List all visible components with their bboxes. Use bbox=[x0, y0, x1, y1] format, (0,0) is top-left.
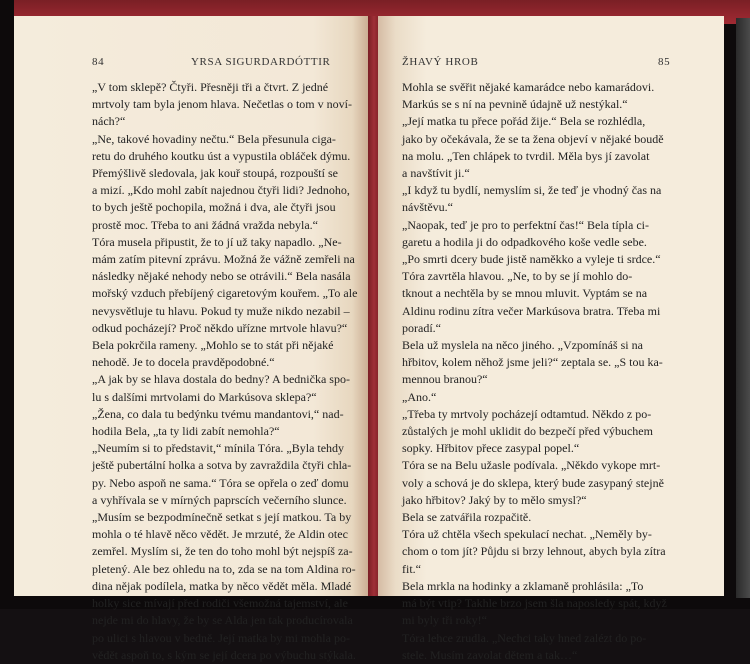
text-line: „Neumím si to představit,“ mínila Tóra. „Byla tehdy bbox=[92, 441, 345, 456]
text-line: poradí.“ bbox=[402, 320, 441, 335]
text-line: „Naopak, teď je pro to perfektní čas!“ Bela típla ci- bbox=[402, 217, 649, 232]
text-line: „Třeba ty mrtvoly pocházejí odtamtud. Někdo z po- bbox=[402, 406, 652, 421]
text-line: fit.“ bbox=[402, 561, 421, 576]
text-line: má být vtip? Takhle brzo jsem šla naposledy spát, když bbox=[402, 596, 667, 611]
text-line: dina nějak podílela, matka by něco vědět měla. Mladé bbox=[92, 578, 352, 593]
text-line: Tóra musela připustit, že to jí už taky napadlo. „Ne- bbox=[92, 234, 342, 249]
right-page bbox=[378, 16, 724, 662]
text-line: holky sice mívají před rodiči všemožná tajemství, ale bbox=[92, 596, 348, 611]
text-line: nevysvětluje tu hlavu. Pokud ty muže nikdo nezabil – bbox=[92, 303, 350, 318]
text-line: „I když tu bydlí, nemyslím si, že teď je vhodný čas na bbox=[402, 183, 662, 198]
running-head-right: ŽHAVÝ HROB bbox=[402, 56, 479, 68]
text-line: a navštívit ji.“ bbox=[402, 166, 470, 181]
text-line: Tóra zavrtěla hlavou. „Ne, to by se jí mohlo do- bbox=[402, 269, 633, 284]
text-line: Markús se s ní na pevnině údajně už nestýkal.“ bbox=[402, 97, 628, 112]
text-line: tknout a nechtěla by se mnou mluvit. Vyptám se na bbox=[402, 286, 648, 301]
text-line: mohla o té hlavě něco vědět. Je mrzuté, že Aldin otec bbox=[92, 527, 348, 542]
text-line: „Ano.“ bbox=[402, 389, 437, 404]
text-line: „Žena, co dala tu bedýnku tvému mandantovi,“ nad- bbox=[92, 406, 344, 421]
text-line: „A jak by se hlava dostala do bedny? A bednička spo- bbox=[92, 372, 350, 387]
text-line: lu s dalšími mrtvolami do Markúsova sklepa?“ bbox=[92, 389, 317, 404]
text-line: „Ne, takové hovadiny nečtu.“ Bela přesunula ciga- bbox=[92, 131, 336, 146]
text-line: „Po smrti dcery bude jistě naměkko a vyleje ti srdce.“ bbox=[402, 252, 661, 267]
page-number-left: 84 bbox=[92, 56, 105, 68]
text-line: jako hřbitov? Jaký by to mělo smysl?“ bbox=[402, 492, 587, 507]
text-line: chom o tom jít? Půjdu si brzy lehnout, abych byla zítra bbox=[402, 544, 666, 559]
text-line: nách?“ bbox=[92, 114, 126, 129]
text-line: ještě pubertální holka a sotva by zavraždila čtyři chla- bbox=[92, 458, 352, 473]
text-line: Tóra už chtěla všech spekulací nechat. „Neměly by- bbox=[402, 527, 652, 542]
text-line: sopky. Hřbitov přece zasypal popel.“ bbox=[402, 441, 580, 456]
text-line: Přemýšlivě sledovala, jak kouř stoupá, rozpouští se bbox=[92, 166, 338, 181]
text-line: „V tom sklepě? Čtyři. Přesněji tři a čtvrt. Z jedné bbox=[92, 80, 329, 94]
text-line: na molu. „Ten chlápek to tvrdil. Měla bys jí zavolat bbox=[402, 148, 650, 163]
text-line: „Musím se bezpodmínečně setkat s její matkou. Ta by bbox=[92, 510, 352, 525]
text-line: mám zatím pitevní zprávu. Možná že vážně zemřeli na bbox=[92, 252, 355, 267]
text-line: nejde mi do hlavy, že by se Alda jen tak producírovala bbox=[92, 613, 353, 628]
text-line: voly a schová je do sklepa, který bude zasypaný stejně bbox=[402, 475, 664, 490]
text-line: pletený. Ale bez ohledu na to, zda se na tom Aldina ro- bbox=[92, 561, 356, 576]
text-line: mi byly tři roky!“ bbox=[402, 613, 487, 628]
text-line: Aldinu rodinu zítra večer Markúsova bratra. Třeba mi bbox=[402, 303, 661, 318]
text-line: Tóra se na Belu užasle podívala. „Někdo vykope mrt- bbox=[402, 458, 661, 473]
running-head-left: YRSA SIGURDARDÓTTIR bbox=[191, 56, 331, 68]
text-line: Bela mrkla na hodinky a zklamaně prohlásila: „To bbox=[402, 578, 644, 593]
text-line: to bych ještě pochopila, možná i dva, ale čtyři jsou bbox=[92, 200, 336, 215]
text-line: zemřel. Myslím si, že ten do toho mohl být nejspíš za- bbox=[92, 544, 353, 559]
text-line: návštěvu.“ bbox=[402, 200, 453, 215]
text-line: nehodě. Je to docela pravděpodobné.“ bbox=[92, 355, 275, 370]
left-page bbox=[14, 16, 370, 662]
text-line: po ulici s hlavou v bedně. Její matka by mi mohla po- bbox=[92, 630, 350, 645]
text-line: garetu a hodila ji do odpadkového koše vedle sebe. bbox=[402, 234, 647, 249]
text-line: retu do druhého koutku úst a vypustila obláček dýmu. bbox=[92, 148, 351, 163]
text-line: prostě moc. Třeba to ani žádná vražda nebyla.“ bbox=[92, 217, 319, 232]
text-line: vědět aspoň to, s kým se její dcera po výbuchu stýkala. bbox=[92, 647, 356, 662]
text-line: hřbitov, kolem něhož jsme jeli?“ zeptala se. „S tou ka- bbox=[402, 355, 663, 370]
page-number-right: 85 bbox=[658, 56, 671, 68]
text-line: mrtvoly tam byla jenom hlava. Nečetlas o tom v noví- bbox=[92, 97, 352, 112]
text-line: jako by očekávala, že se ta žena objeví v nějaké boudě bbox=[402, 131, 664, 146]
text-line: stele. Musím zavolat dětem a tak…“ bbox=[402, 647, 578, 662]
text-line: Tóra lehce zrudla. „Nechci taky hned zalézt do po- bbox=[402, 630, 647, 645]
text-line: „Její matka tu přece pořád žije.“ Bela se rozhlédla, bbox=[402, 114, 646, 129]
right-page-text bbox=[402, 79, 680, 664]
text-line: následky nějaké nehody nebo se otrávili.“ Bela nasála bbox=[92, 269, 351, 284]
text-line: py. Nebo aspoň ne sama.“ Tóra se opřela o zeď domu bbox=[92, 475, 349, 490]
text-line: Bela pokrčila rameny. „Mohlo se to stát při nějaké bbox=[92, 338, 334, 353]
text-line: zůstalých je mohl uklidit do bezpečí před výbuchem bbox=[402, 424, 653, 439]
text-line: a mizí. „Kdo mohl zabít najednou čtyři lidi? Jednoho, bbox=[92, 183, 350, 198]
text-line: Bela se zatvářila rozpačitě. bbox=[402, 510, 532, 525]
text-line: mennou branou?“ bbox=[402, 372, 488, 387]
text-line: hodila Bela, „ta ty lidi zabít nemohla?“ bbox=[92, 424, 280, 439]
left-page-text bbox=[92, 79, 364, 664]
text-line: Mohla se svěřit nějaké kamarádce nebo kamarádovi. bbox=[402, 80, 655, 94]
text-line: a vyhřívala se v mírných paprscích večerního slunce. bbox=[92, 492, 347, 507]
text-line: mořský vzduch přebíjený cigaretovým kouřem. „To ale bbox=[92, 286, 358, 301]
text-line: Bela už myslela na něco jiného. „Vzpomínáš si na bbox=[402, 338, 643, 353]
book-cover-edge bbox=[736, 18, 750, 598]
text-line: odkud pocházejí? Proč někdo uřízne mrtvole hlavu?“ bbox=[92, 320, 348, 335]
